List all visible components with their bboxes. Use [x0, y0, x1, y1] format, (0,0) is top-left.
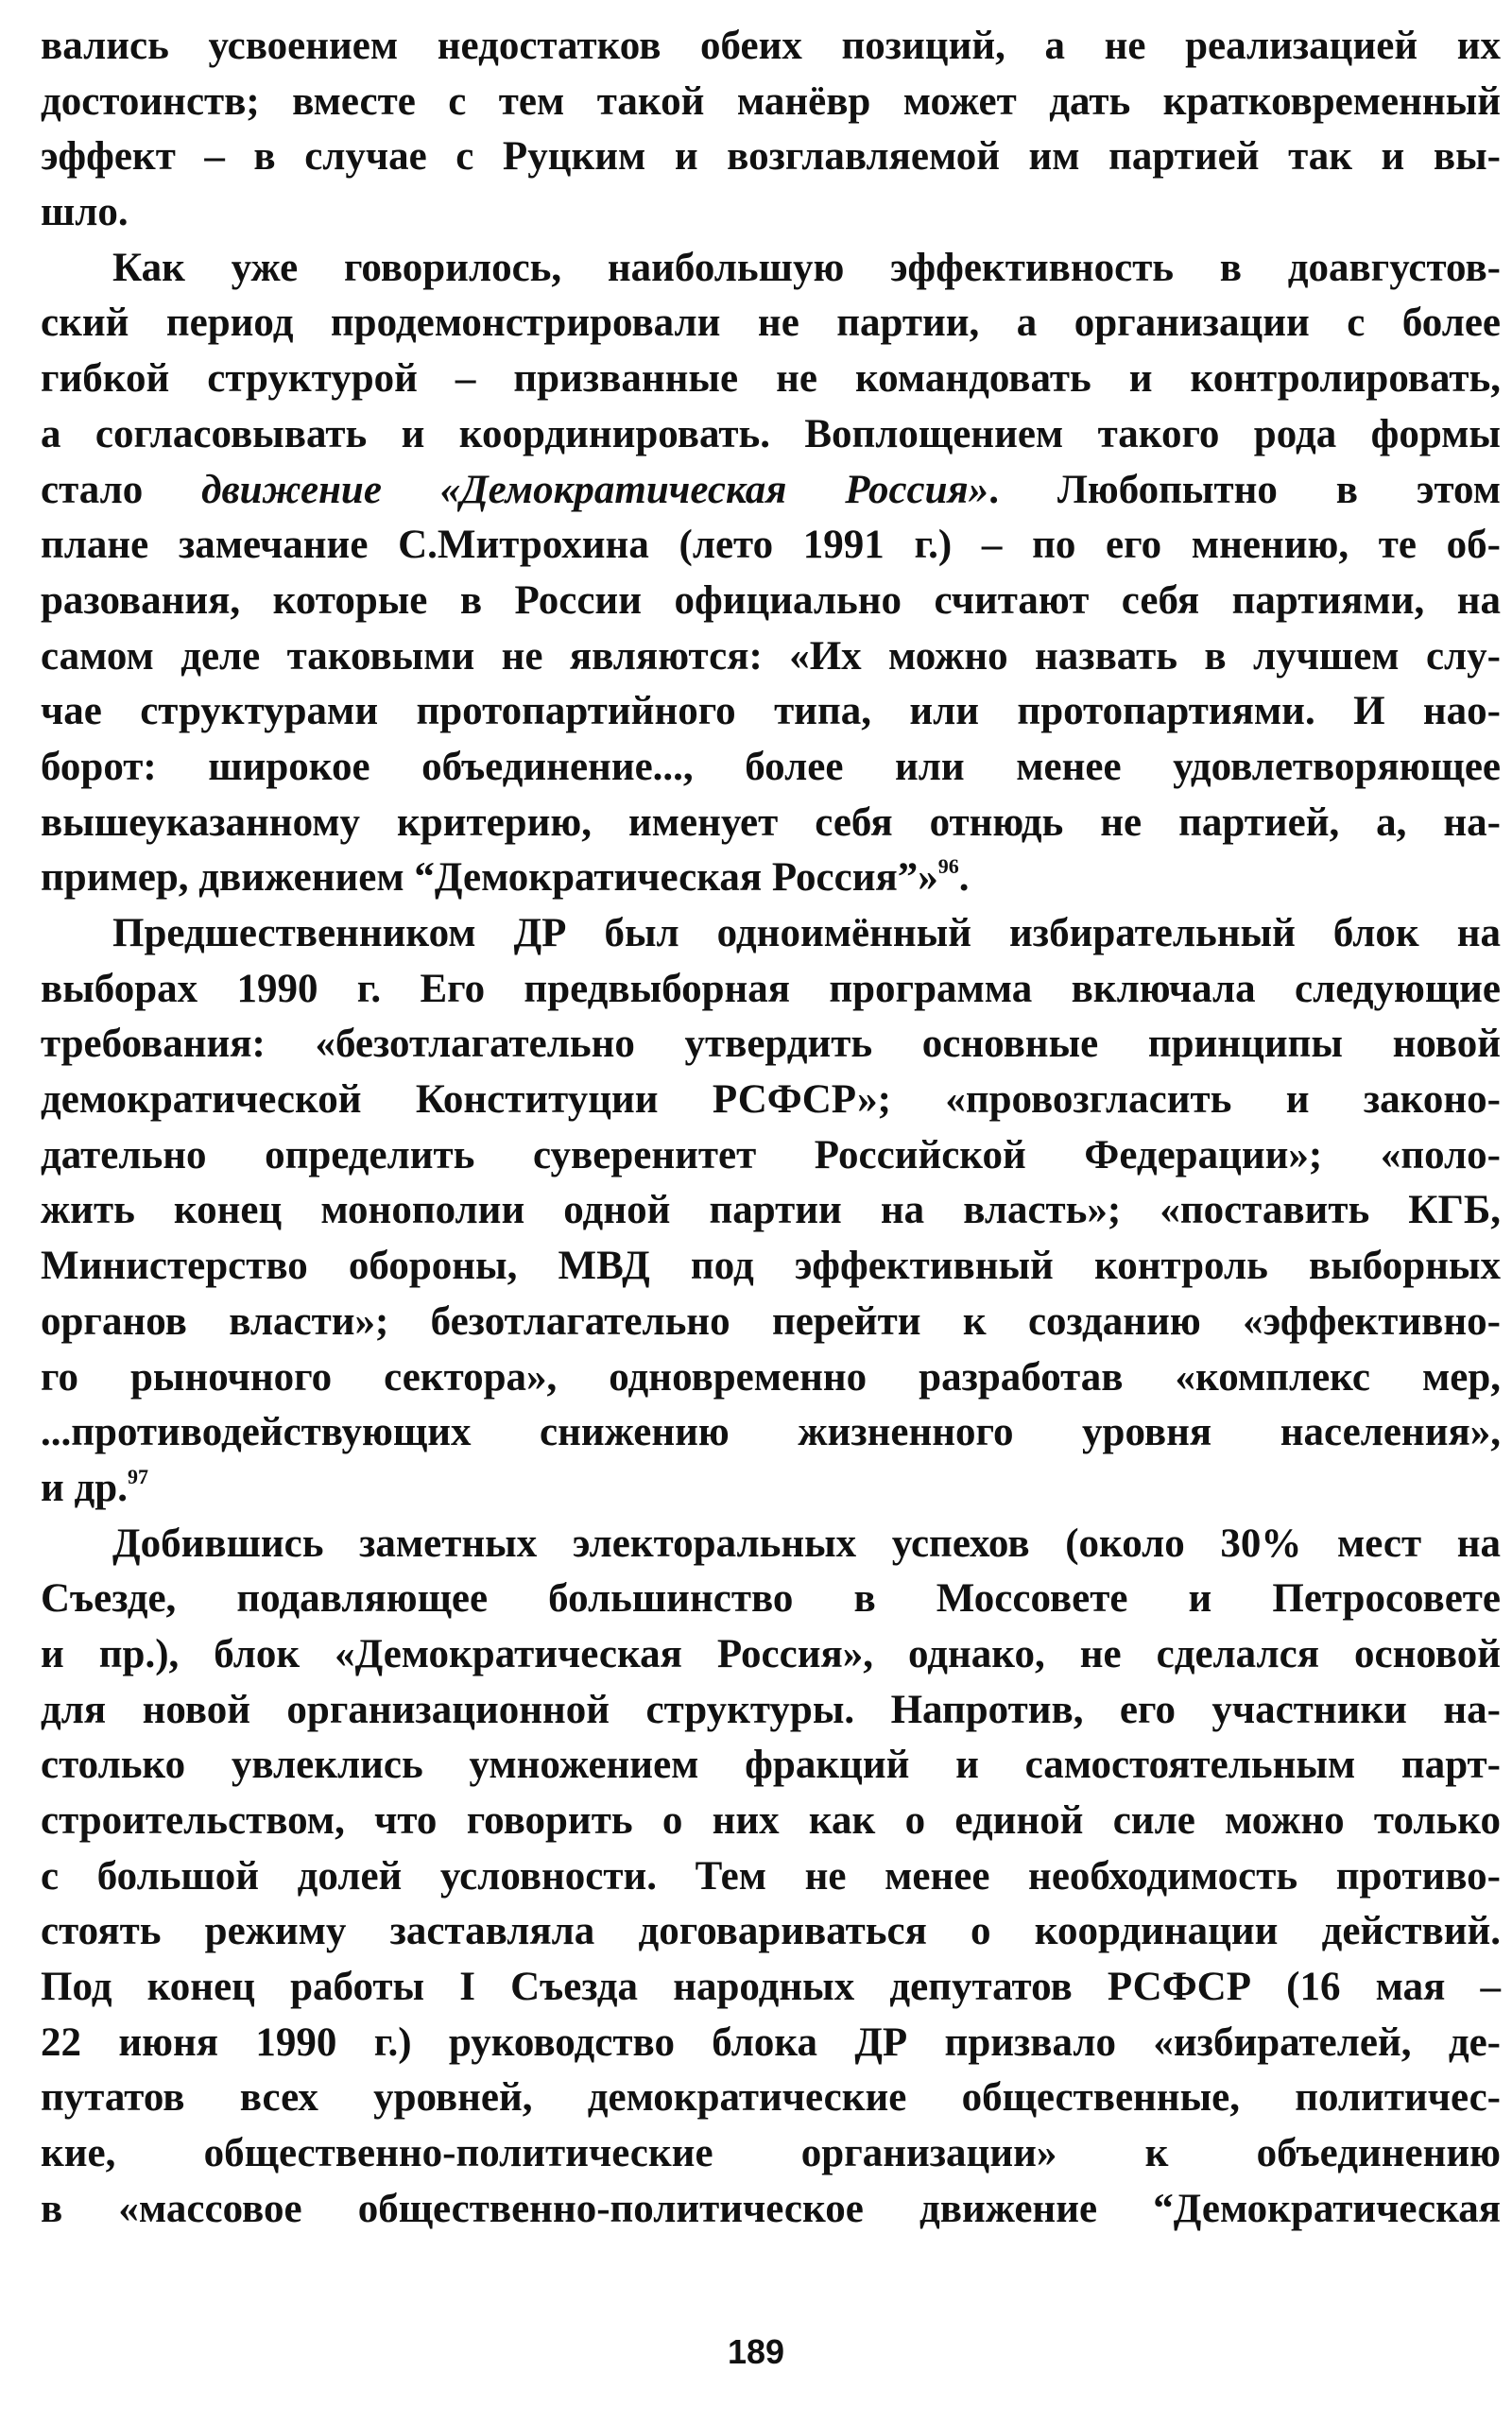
text-line: плане замечание С.Митрохина (лето 1991 г.) – по его мнению, те об-	[41, 523, 1501, 568]
text-line: столько увлеклись умножением фракций и самостоятельным парт-	[41, 1743, 1501, 1788]
footnote-marker: 97	[127, 1464, 148, 1488]
text-line: жить конец монополии одной партии на власть»; «поставить КГБ,	[41, 1188, 1501, 1233]
text-line: Под конец работы I Съезда народных депутатов РСФСР (16 мая –	[41, 1965, 1501, 2010]
text-line: демократической Конституции РСФСР»; «провозгласить и законо-	[41, 1077, 1501, 1123]
text-line: ...противодействующих снижению жизненного уровня населения»,	[41, 1410, 1501, 1455]
text-line-with-emphasis	[41, 463, 1501, 519]
text-line: строительством, что говорить о них как о единой силе можно только	[41, 1798, 1501, 1843]
text-line: дательно определить суверенитет Российской Федерации»; «поло-	[41, 1132, 1501, 1177]
text-line: борот: широкое объединение..., более или менее удовлетворяющее	[41, 744, 1501, 789]
text-line: ский период продемонстрировали не партии, а организации с более	[41, 301, 1501, 346]
text-line: разования, которые в России официально считают себя партиями, на	[41, 577, 1501, 623]
text-line: Съезде, подавляющее большинство в Моссовете и Петросовете	[41, 1576, 1501, 1622]
text-line: шло.	[41, 190, 129, 235]
text-line: для новой организационной структуры. Напротив, его участники на-	[41, 1687, 1501, 1732]
text-line: с большой долей условности. Тем не менее необходимость противо-	[41, 1853, 1501, 1899]
text-line-with-footnote	[41, 851, 1501, 906]
text-line: а согласовывать и координировать. Воплощением такого рода формы	[41, 411, 1501, 456]
paragraph-first-line: Предшественником ДР был одноимённый избирательный блок на	[112, 911, 1501, 955]
text-line: органов власти»; безотлагательно перейти к созданию «эффективно-	[41, 1298, 1501, 1344]
text-line: вышеуказанному критерию, именует себя отнюдь не партией, а, на-	[41, 799, 1501, 845]
text-line: чае структурами протопартийного типа, или протопартиями. И нао-	[41, 689, 1501, 734]
text-line: достоинств; вместе с тем такой манёвр может дать кратковременный	[41, 78, 1501, 124]
text-line: стоять режиму заставляла договариваться о координации действий.	[41, 1909, 1501, 1954]
paragraph-first-line: Добившись заметных электоральных успехов (около 30% мест на	[112, 1521, 1501, 1566]
book-page-text	[41, 19, 1501, 2238]
text-fragment: пример, движением “Демократическая Россия”»	[41, 855, 938, 901]
text-line: путатов всех уровней, демократические общественные, политичес-	[41, 2075, 1501, 2121]
text-fragment: .	[958, 855, 970, 901]
text-line: выборах 1990 г. Его предвыборная программа включала следующие	[41, 966, 1501, 1011]
emphasized-term: движение «Демократическая Россия»	[201, 467, 989, 512]
text-line: эффект – в случае с Руцким и возглавляемой им партией так и вы-	[41, 134, 1501, 180]
text-line: 22 июня 1990 г.) руководство блока ДР призвало «избирателей, де-	[41, 2019, 1501, 2065]
text-line: кие, общественно-политические организации» к объединению	[41, 2131, 1501, 2176]
paragraph-first-line: Как уже говорилось, наибольшую эффективность в доавгустов-	[112, 245, 1501, 290]
text-line: требования: «безотлагательно утвердить основные принципы новой	[41, 1022, 1501, 1067]
text-line: Министерство обороны, МВД под эффективный контроль выборных	[41, 1244, 1501, 1289]
footnote-marker: 96	[937, 854, 959, 879]
text-fragment: стало	[41, 467, 202, 512]
text-line: вались усвоением недостатков обеих позиций, а не реализацией их	[41, 24, 1501, 68]
text-line: гибкой структурой – призванные не командовать и контролировать,	[41, 356, 1501, 402]
page-number: 189	[727, 2332, 785, 2371]
text-line: в «массовое общественно-политическое движение “Демократическая	[41, 2186, 1501, 2231]
text-line: и пр.), блок «Демократическая Россия», однако, не сделался основой	[41, 1631, 1501, 1676]
text-line: го рыночного сектора», одновременно разработав «комплекс мер,	[41, 1354, 1501, 1400]
text-line: самом деле таковыми не являются: «Их можно назвать в лучшем слу-	[41, 633, 1501, 679]
text-line-with-footnote	[41, 1461, 1501, 1517]
text-fragment: . Любопытно в этом	[988, 467, 1501, 512]
text-fragment: и др.	[41, 1465, 128, 1510]
